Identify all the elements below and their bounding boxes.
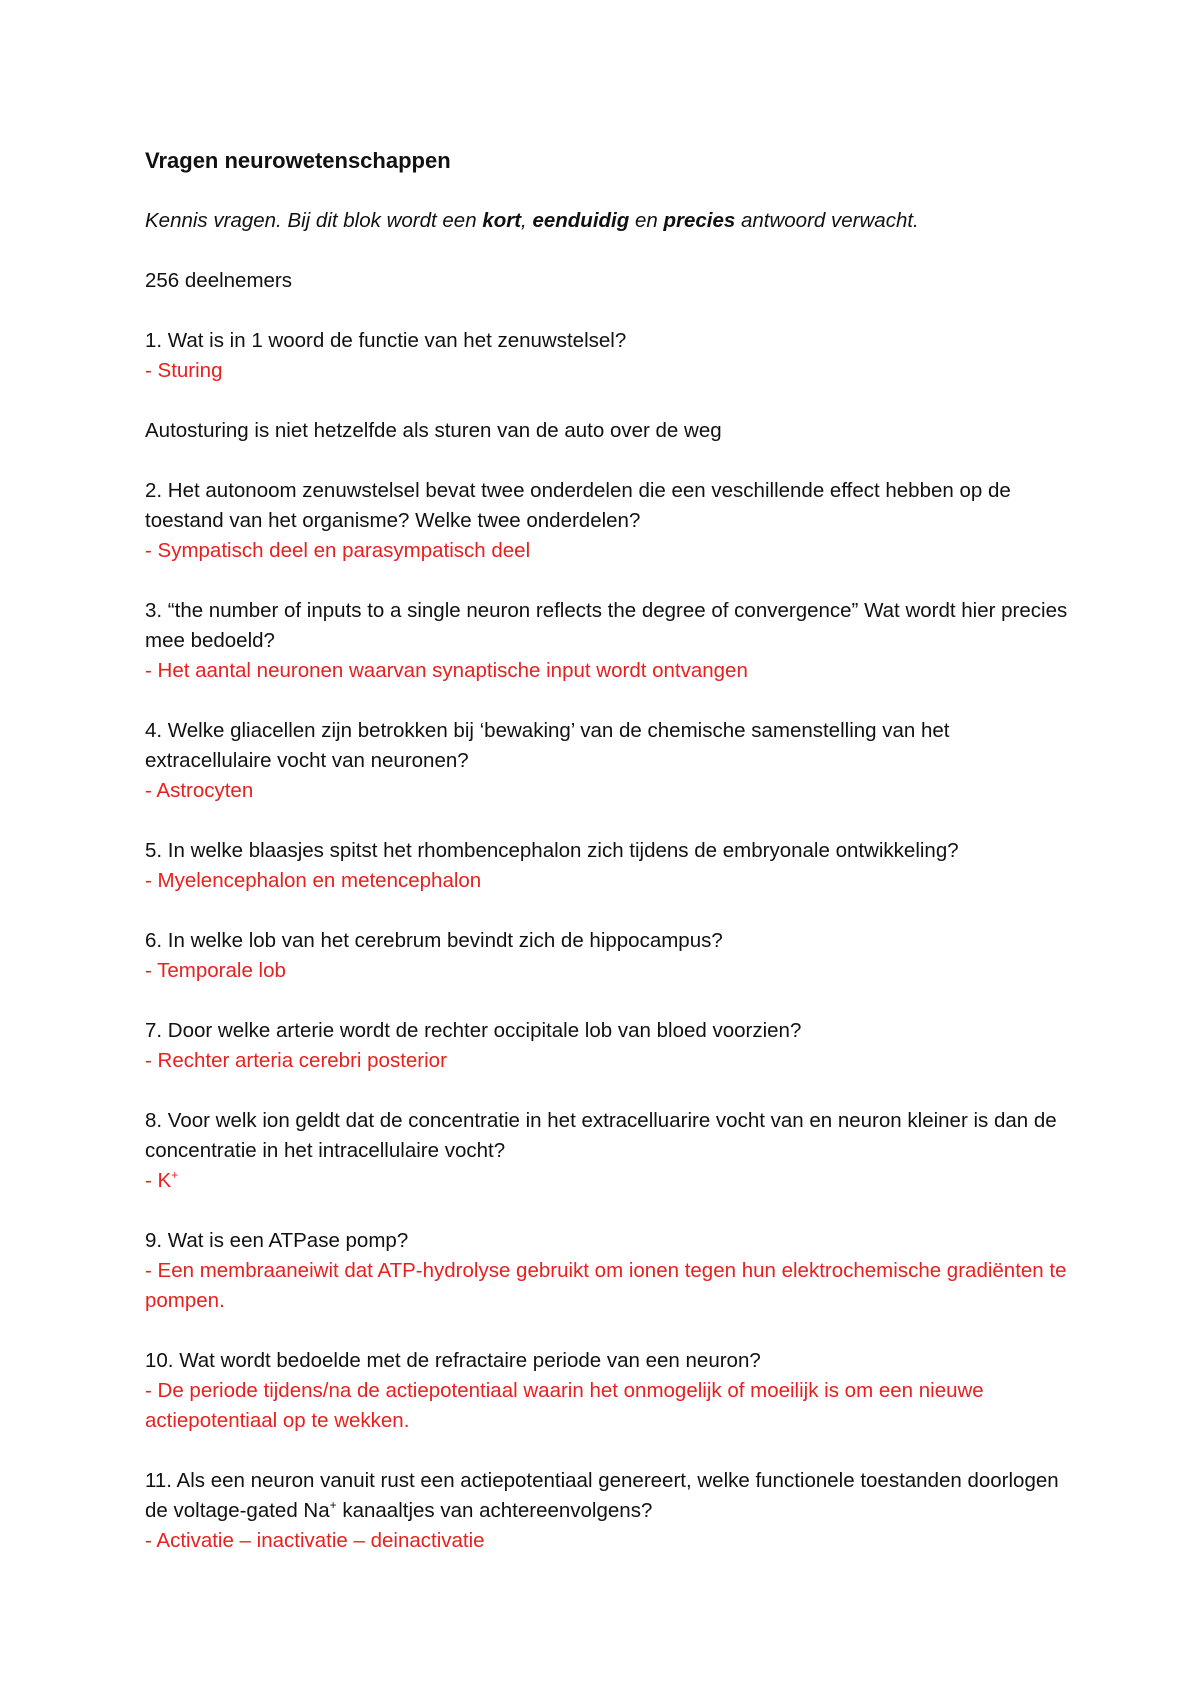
question-block (145, 836, 1075, 896)
answer-text: - Rechter arteria cerebri posterior (145, 1049, 447, 1072)
question-superscript: + (329, 1498, 337, 1513)
intro-part: Kennis vragen. Bij dit blok wordt een (145, 209, 483, 232)
intro-bold-kort: kort (482, 209, 522, 232)
question-block (145, 1226, 1075, 1316)
question-block (145, 596, 1075, 686)
question-text: 2. Het autonoom zenuwstelsel bevat twee onderdelen die een veschillende effect hebben op de toestand van het organisme? Welke twee onderdelen? (145, 479, 1011, 532)
answer-text: - Een membraaneiwit dat ATP-hydrolyse gebruikt om ionen tegen hun elektrochemische gradiënten te pompen. (145, 1259, 1067, 1312)
answer-text: - Myelencephalon en metencephalon (145, 869, 482, 892)
question-text: 3. “the number of inputs to a single neuron reflects the degree of convergence” Wat wordt hier precies mee bedoeld? (145, 599, 1068, 652)
intro-sep: , (521, 209, 533, 232)
participants-count: 256 deelnemers (145, 269, 293, 292)
answer-text: - De periode tijdens/na de actiepotentiaal waarin het onmogelijk of moeilijk is om een nieuwe actiepotentiaal op te wekken. (145, 1379, 984, 1432)
intro-bold-eenduidig: eenduidig (532, 209, 630, 232)
question-text: 6. In welke lob van het cerebrum bevindt zich de hippocampus? (145, 929, 723, 952)
question-text: 5. In welke blaasjes spitst het rhombencephalon zich tijdens de embryonale ontwikkeling? (145, 839, 959, 862)
answer-text: - Temporale lob (145, 959, 286, 982)
note-text: Autosturing is niet hetzelfde als sturen van de auto over de weg (145, 419, 722, 442)
question-text: 1. Wat is in 1 woord de functie van het zenuwstelsel? (145, 329, 627, 352)
question-block (145, 1346, 1075, 1436)
answer-text: - Astrocyten (145, 779, 254, 802)
question-text: 4. Welke gliacellen zijn betrokken bij ‘bewaking’ van de chemische samenstelling van het extracellulaire vocht van neuronen? (145, 719, 950, 772)
question-text: 9. Wat is een ATPase pomp? (145, 1229, 409, 1252)
question-block (145, 716, 1075, 806)
question-part: kanaaltjes van achtereenvolgens? (336, 1499, 653, 1522)
intro-text (145, 206, 1075, 236)
question-text: 7. Door welke arterie wordt de rechter occipitale lob van bloed voorzien? (145, 1019, 802, 1042)
answer-text: - Activatie – inactivatie – deinactivatie (145, 1529, 485, 1552)
question-text: 10. Wat wordt bedoelde met de refractaire periode van een neuron? (145, 1349, 761, 1372)
question-text: 8. Voor welk ion geldt dat de concentratie in het extracelluarire vocht van en neuron kleiner is dan de concentratie in het intracellulaire vocht? (145, 1109, 1057, 1162)
question-block (145, 926, 1075, 986)
answer-main: - K (145, 1169, 172, 1192)
answer-superscript: + (171, 1168, 179, 1183)
document-title: Vragen neurowetenschappen (145, 148, 451, 173)
intro-part: antwoord verwacht. (735, 209, 919, 232)
question-block (145, 476, 1075, 566)
document-page (145, 146, 1075, 1586)
intro-bold-precies: precies (663, 209, 736, 232)
answer-text (145, 1166, 1075, 1196)
question-part: 11. Als een neuron vanuit rust een actiepotentiaal genereert, welke functionele toestanden doorlogen de voltage-gated Na (145, 1469, 1059, 1522)
question-text (145, 1466, 1075, 1526)
answer-text: - Het aantal neuronen waarvan synaptische input wordt ontvangen (145, 659, 748, 682)
answer-text: - Sympatisch deel en parasympatisch deel (145, 539, 531, 562)
question-block (145, 1106, 1075, 1196)
question-block (145, 1016, 1075, 1076)
question-block (145, 326, 1075, 386)
intro-sep: en (629, 209, 664, 232)
answer-text: - Sturing (145, 359, 223, 382)
question-block (145, 1466, 1075, 1556)
